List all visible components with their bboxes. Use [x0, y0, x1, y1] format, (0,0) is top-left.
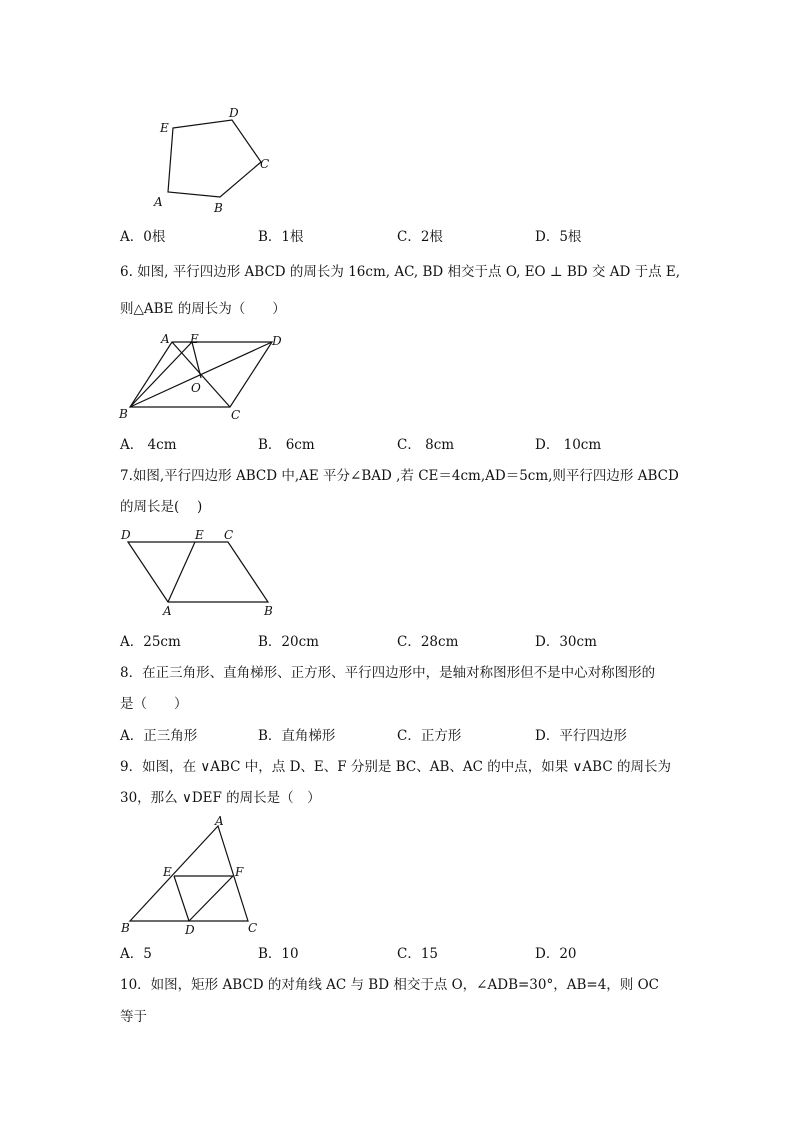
- label-A: A: [161, 332, 170, 346]
- q6-option-a[interactable]: A． 4cm: [120, 437, 177, 453]
- q6-parallelogram-figure: [115, 330, 295, 430]
- label-B: B: [214, 201, 223, 215]
- label-D: D: [272, 334, 282, 348]
- label-D: D: [229, 106, 239, 120]
- pentagon-shape: [168, 120, 261, 197]
- label-A: A: [154, 195, 163, 209]
- q9-option-d[interactable]: D．20: [535, 946, 577, 962]
- q8-option-b[interactable]: B．直角梯形: [258, 728, 336, 744]
- q9-option-c[interactable]: C．15: [397, 946, 439, 962]
- label-O: O: [191, 381, 201, 395]
- segment-ed: [174, 876, 189, 921]
- q5-option-b[interactable]: B．1根: [258, 229, 304, 245]
- q6-stem-line2: 则△ABE 的周长为（ ）: [120, 301, 286, 317]
- label-E: E: [160, 121, 169, 135]
- q8-option-d[interactable]: D．平行四边形: [535, 728, 627, 744]
- q7-stem-line1: 7.如图,平行四边形 ABCD 中,AE 平分∠BAD ,若 CE＝4cm,AD＝5cm,则平行四边形 ABCD: [120, 468, 679, 484]
- q9-triangle-figure: [115, 810, 275, 940]
- parallelogram-dcba: [128, 542, 268, 602]
- label-B: B: [119, 407, 128, 421]
- q9-option-b[interactable]: B．10: [258, 946, 299, 962]
- q7-parallelogram-figure: [115, 525, 295, 625]
- label-E: E: [163, 865, 172, 879]
- q9-option-a[interactable]: A．5: [120, 946, 152, 962]
- label-A: A: [163, 604, 172, 618]
- q10-stem-line1: 10．如图，矩形 ABCD 的对角线 AC 与 BD 相交于点 O，∠ADB=30°，AB=4，则 OC: [120, 977, 659, 993]
- q7-stem-line2: 的周长是( ): [120, 499, 203, 515]
- label-D: D: [121, 528, 131, 542]
- q8-stem-line2: 是（ ）: [120, 696, 188, 712]
- q5-option-a[interactable]: A．0根: [120, 229, 166, 245]
- q8-option-a[interactable]: A．正三角形: [120, 728, 198, 744]
- pentagon-figure: [140, 100, 290, 220]
- label-C: C: [260, 157, 270, 171]
- q5-option-c[interactable]: C．2根: [397, 229, 443, 245]
- q6-option-b[interactable]: B． 6cm: [258, 437, 315, 453]
- label-C: C: [224, 528, 234, 542]
- q7-option-a[interactable]: A．25cm: [120, 634, 181, 650]
- triangle-abc: [130, 826, 248, 921]
- label-C: C: [248, 921, 258, 935]
- label-C: C: [231, 408, 241, 422]
- label-E: E: [195, 528, 204, 542]
- q8-stem-line1: 8．在正三角形、直角梯形、正方形、平行四边形中，是轴对称图形但不是中心对称图形的: [120, 665, 656, 681]
- label-B: B: [121, 921, 130, 935]
- q6-option-c[interactable]: C． 8cm: [397, 437, 455, 453]
- q7-option-d[interactable]: D．30cm: [535, 634, 597, 650]
- q9-stem-line1: 9．如图，在 ∨ABC 中，点 D、E、F 分别是 BC、AB、AC 的中点，如果 ∨ABC 的周长为: [120, 759, 671, 775]
- segment-be: [130, 342, 192, 407]
- q9-stem-line2: 30，那么 ∨DEF 的周长是（ ）: [120, 790, 321, 806]
- q6-option-d[interactable]: D． 10cm: [535, 437, 602, 453]
- q6-stem-line1: 6. 如图, 平行四边形 ABCD 的周长为 16cm, AC, BD 相交于点 O, EO ⊥ BD 交 AD 于点 E,: [120, 264, 681, 280]
- label-B: B: [264, 604, 273, 618]
- q10-stem-line2: 等于: [120, 1009, 147, 1025]
- q5-option-d[interactable]: D．5根: [535, 229, 582, 245]
- label-A: A: [215, 814, 224, 828]
- label-F: F: [235, 865, 244, 879]
- q7-option-c[interactable]: C．28cm: [397, 634, 459, 650]
- segment-ae: [168, 542, 195, 602]
- segment-eo: [192, 342, 201, 378]
- label-E: E: [190, 332, 199, 346]
- q8-option-c[interactable]: C．正方形: [397, 728, 462, 744]
- q7-option-b[interactable]: B．20cm: [258, 634, 319, 650]
- segment-df: [189, 876, 233, 921]
- label-D: D: [185, 923, 195, 937]
